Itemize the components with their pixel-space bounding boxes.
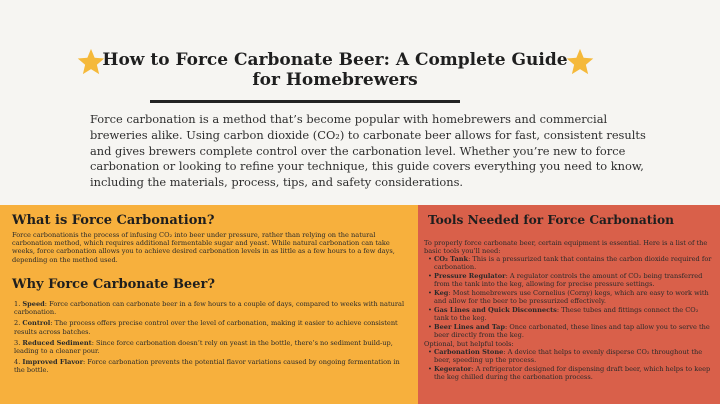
list-item <box>428 289 712 305</box>
item-term: Carbonation Stone <box>434 348 504 356</box>
list-item <box>428 306 712 322</box>
left-panel <box>0 205 418 404</box>
what-is-text: Force carbonationis the process of infusing CO₂ into beer under pressure, rather than relying on the natural carbonation method, which requires additional fermentable sugar and yeast. While natural carbonation can take weeks, force carbonation allows you to achieve desired carbonation levels in as little as a few hours to a few days, depending on the method used. <box>12 231 395 264</box>
item-term: CO₂ Tank <box>434 255 469 263</box>
item-text: : Force carbonation prevents the potential flavor variations caused by ongoing fermentation in the bottle. <box>14 358 400 375</box>
benefits-list <box>14 300 412 378</box>
item-text: : A regulator controls the amount of CO₂ being transferred from the tank into the keg, allowing for precise pressure settings. <box>434 271 703 289</box>
page-title: How to Force Carbonate Beer: A Complete Guide for Homebrewers <box>102 50 568 90</box>
optional-tools-label: Optional, but helpful tools: <box>424 340 514 348</box>
list-item <box>14 300 412 316</box>
item-text: : The process offers precise control over the level of carbonation, making it easier to achieve consistent results across batches. <box>14 319 398 336</box>
tools-intro: To properly force carbonate beer, certain equipment is essential. Here is a list of the basic tools you’ll need: <box>424 239 708 256</box>
item-number: 3. <box>14 338 21 347</box>
item-text: : A device that helps to evenly disperse CO₂ throughout the beer, speeding up the process. <box>434 348 703 365</box>
right-panel <box>418 205 720 404</box>
list-item <box>428 348 712 364</box>
item-term: Reduced Sediment <box>22 338 92 347</box>
item-text: : A refrigerator designed for dispensing draft beer, which helps to keep the keg chilled during the carbonation process. <box>434 364 711 382</box>
title-divider <box>150 100 460 103</box>
list-item <box>428 323 712 339</box>
tools-heading: Tools Needed for Force Carbonation <box>428 213 675 227</box>
list-item <box>14 319 412 335</box>
star-icon <box>565 47 595 77</box>
item-term: Gas Lines and Quick Disconnects <box>434 305 557 314</box>
why-heading: Why Force Carbonate Beer? <box>12 277 215 292</box>
list-item <box>428 255 712 271</box>
item-number: 1. <box>14 300 21 308</box>
list-item <box>14 358 412 374</box>
item-term: Speed <box>22 300 45 308</box>
intro-paragraph: Force carbonation is a method that’s become popular with homebrewers and commercial breweries alike. Using carbon dioxide (CO₂) to carbonate beer allows for fast, consistent results and gives brewers complete control over the carbonation level. Whether you’re new to force carbonation or looking to refine your technique, this guide covers everything you need to know, including the materials, process, tips, and safety considerations. <box>90 112 646 190</box>
item-term: Beer Lines and Tap <box>434 322 506 331</box>
item-term: Control <box>22 319 51 328</box>
item-term: Improved Flavor <box>22 358 84 367</box>
item-text: : Once carbonated, these lines and tap allow you to serve the beer directly from the keg. <box>434 322 710 339</box>
optional-tools-list <box>428 348 712 382</box>
item-text: : Force carbonation can carbonate beer in a few hours to a couple of days, compared to weeks with natural carbonation. <box>14 300 405 317</box>
item-number: 4. <box>14 358 21 367</box>
item-term: Keg <box>434 288 449 297</box>
list-item <box>428 272 712 288</box>
item-number: 2. <box>14 319 21 328</box>
tools-list <box>428 255 712 340</box>
list-item <box>428 365 712 381</box>
item-text: : These tubes and fittings connect the CO₂ tank to the keg. <box>434 305 699 322</box>
item-text: : Since force carbonation doesn’t rely on yeast in the bottle, there’s no sediment build-up, leading to a cleaner pour. <box>14 338 393 356</box>
what-is-heading: What is Force Carbonation? <box>12 213 215 228</box>
item-text: : This is a pressurized tank that contains the carbon dioxide required for carbonation. <box>434 255 712 272</box>
item-text: : Most homebrewers use Cornelius (Corny) kegs, which are easy to work with and allow for the beer to be pressurized effectively. <box>434 288 709 306</box>
item-term: Kegerator <box>434 364 472 373</box>
item-term: Pressure Regulator <box>434 271 506 280</box>
list-item <box>14 339 412 355</box>
